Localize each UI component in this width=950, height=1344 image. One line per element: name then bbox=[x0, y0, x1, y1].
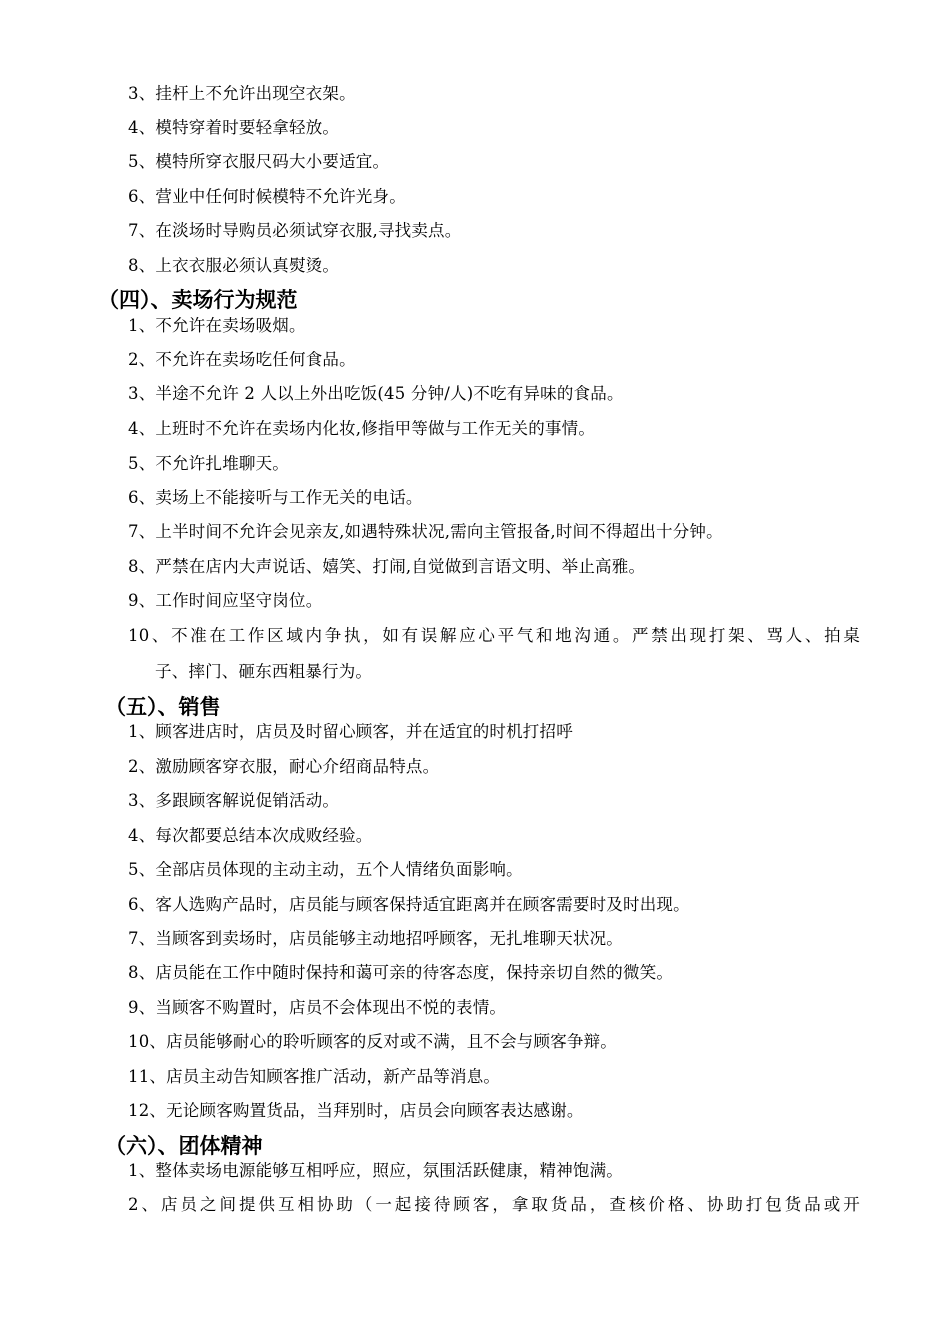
list-item: 7、上半时间不允许会见亲友,如遇特殊状况,需向主管报备,时间不得超出十分钟。 bbox=[128, 522, 723, 541]
list-item: 6、营业中任何时候模特不允许光身。 bbox=[128, 187, 406, 206]
list-item: 3、多跟顾客解说促销活动。 bbox=[128, 791, 340, 810]
list-item: 6、卖场上不能接听与工作无关的电话。 bbox=[128, 488, 423, 507]
list-item: 4、模特穿着时要轻拿轻放。 bbox=[128, 118, 340, 137]
list-item: 9、当顾客不购置时，店员不会体现出不悦的表情。 bbox=[128, 998, 507, 1017]
list-item: 1、不允许在卖场吸烟。 bbox=[128, 316, 306, 335]
list-item: 5、不允许扎堆聊天。 bbox=[128, 454, 289, 473]
list-item: 3、挂杆上不允许出现空衣架。 bbox=[128, 84, 356, 103]
section-heading-5: （五）、销售 bbox=[105, 695, 221, 719]
list-item: 12、无论顾客购置货品，当拜别时，店员会向顾客表达感谢。 bbox=[128, 1101, 584, 1120]
list-item: 3、半途不允许 2 人以上外出吃饭(45 分钟/人)不吃有异味的食品。 bbox=[128, 384, 624, 403]
list-item: 5、模特所穿衣服尺码大小要适宜。 bbox=[128, 152, 390, 171]
list-item-continuation: 子、摔门、砸东西粗暴行为。 bbox=[155, 662, 373, 681]
list-item: 5、全部店员体现的主动主动，五个人情绪负面影响。 bbox=[128, 860, 523, 879]
list-item: 11、店员主动告知顾客推广活动，新产品等消息。 bbox=[128, 1067, 501, 1086]
list-item: 10、店员能够耐心的聆听顾客的反对或不满，且不会与顾客争辩。 bbox=[128, 1032, 617, 1051]
section-heading-4: （四）、卖场行为规范 bbox=[98, 288, 298, 312]
list-item: 2、不允许在卖场吃任何食品。 bbox=[128, 350, 356, 369]
list-item: 2、激励顾客穿衣服，耐心介绍商品特点。 bbox=[128, 757, 440, 776]
list-item: 9、工作时间应坚守岗位。 bbox=[128, 591, 323, 610]
list-item: 8、店员能在工作中随时保持和蔼可亲的待客态度，保持亲切自然的微笑。 bbox=[128, 963, 674, 982]
list-item: 1、顾客进店时，店员及时留心顾客，并在适宜的时机打招呼 bbox=[128, 722, 573, 741]
list-item: 7、在淡场时导购员必须试穿衣服,寻找卖点。 bbox=[128, 221, 462, 240]
list-item: 4、上班时不允许在卖场内化妆,修指甲等做与工作无关的事情。 bbox=[128, 419, 596, 438]
list-item: 10、不准在工作区域内争执，如有误解应心平气和地沟通。严禁出现打架、骂人、拍桌 bbox=[128, 626, 860, 645]
section-heading-6: （六）、团体精神 bbox=[105, 1134, 263, 1158]
list-item: 6、客人选购产品时，店员能与顾客保持适宜距离并在顾客需要时及时出现。 bbox=[128, 895, 690, 914]
list-item: 1、整体卖场电源能够互相呼应，照应，氛围活跃健康，精神饱满。 bbox=[128, 1161, 623, 1180]
list-item: 2、店员之间提供互相协助（一起接待顾客，拿取货品，查核价格、协助打包货品或开 bbox=[128, 1195, 860, 1214]
list-item: 7、当顾客到卖场时，店员能够主动地招呼顾客，无扎堆聊天状况。 bbox=[128, 929, 623, 948]
list-item: 4、每次都要总结本次成败经验。 bbox=[128, 826, 373, 845]
list-item: 8、严禁在店内大声说话、嬉笑、打闹,自觉做到言语文明、举止高雅。 bbox=[128, 557, 646, 576]
list-item: 8、上衣衣服必须认真熨烫。 bbox=[128, 256, 340, 275]
